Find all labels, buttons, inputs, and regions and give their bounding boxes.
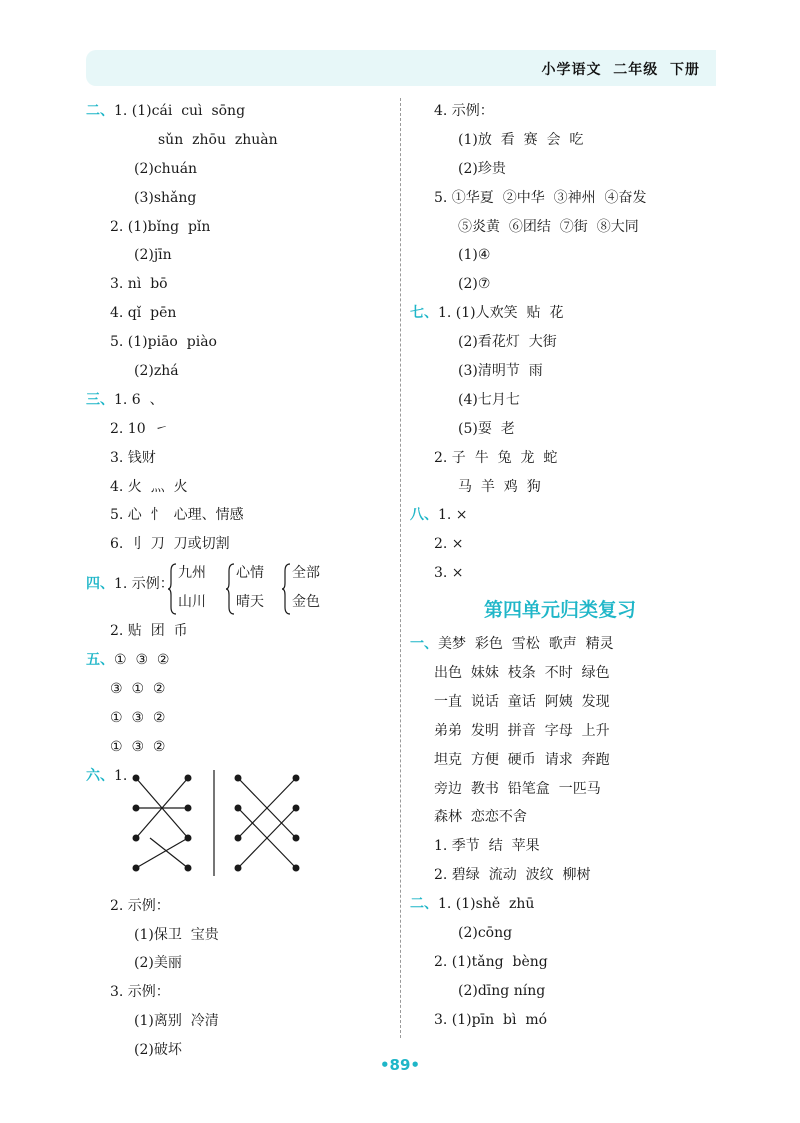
brace-icon bbox=[226, 563, 236, 615]
answer-line: (3)清明节 雨 bbox=[458, 363, 543, 380]
section-number: 一、 bbox=[410, 636, 438, 653]
match-dot bbox=[185, 864, 192, 871]
right-column bbox=[410, 97, 710, 1035]
page-header bbox=[86, 50, 716, 86]
answer-line: ① ③ ② bbox=[110, 709, 166, 726]
column-divider bbox=[400, 98, 401, 1038]
match-line bbox=[136, 838, 188, 868]
matching-diagram-block: 六、1. bbox=[86, 762, 386, 892]
match-dot bbox=[185, 774, 192, 781]
answer-line: 旁边 教书 铅笔盒 一匹马 bbox=[434, 780, 601, 797]
answer-line: 出色 妹妹 枝条 不时 绿色 bbox=[434, 665, 610, 682]
answer-line: (1)离别 冷清 bbox=[134, 1013, 219, 1030]
matching-lines-diagram bbox=[128, 770, 308, 888]
match-dot bbox=[235, 864, 242, 871]
answer-line: (2)⑦ bbox=[458, 276, 491, 293]
section-number: 三、 bbox=[86, 391, 114, 408]
section-number: 四、 bbox=[86, 576, 114, 593]
answer-line: 八、1. × bbox=[410, 507, 468, 524]
match-dot bbox=[133, 834, 140, 841]
answer-line: (5)耍 老 bbox=[458, 420, 515, 437]
answer-line: (2)美丽 bbox=[134, 955, 182, 972]
match-dot bbox=[293, 774, 300, 781]
match-dot bbox=[235, 804, 242, 811]
answer-line: (2)dīng níng bbox=[458, 982, 546, 999]
answer-line: 1. 季节 结 苹果 bbox=[434, 838, 540, 855]
answer-line: (2)珍贵 bbox=[458, 160, 506, 177]
answer-line: sǔn zhōu zhuàn bbox=[158, 131, 278, 148]
answer-line: 3. 示例： bbox=[110, 984, 170, 1001]
answer-line: (2)chuán bbox=[134, 160, 198, 177]
answer-line: 五、① ③ ② bbox=[86, 652, 170, 669]
answer-line: 二、1. (1)cái cuì sōng bbox=[86, 103, 246, 119]
brace-answer-block: 四、1. 示例： 九州 山川 心情 晴天 全部 金色 bbox=[86, 559, 386, 617]
answer-line: ⑤炎黄 ⑥团结 ⑦街 ⑧大同 bbox=[458, 218, 639, 235]
answer-line: 森林 恋恋不舍 bbox=[434, 809, 527, 826]
answer-line: 2. 贴 团 币 bbox=[110, 623, 188, 640]
unit-review-title: 第四单元归类复习 bbox=[483, 599, 636, 622]
answer-line: 2. 子 牛 兔 龙 蛇 bbox=[434, 449, 558, 466]
brace-word: 山川 bbox=[178, 594, 206, 611]
brace-icon bbox=[168, 563, 178, 615]
match-dot bbox=[235, 834, 242, 841]
answer-line: 一、美梦 彩色 雪松 歌声 精灵 bbox=[410, 636, 614, 653]
answer-line: 5. 心 忄 心理、情感 bbox=[110, 507, 244, 524]
answer-line: (1)④ bbox=[458, 247, 491, 264]
book-title: 小学语文 二年级 下册 bbox=[541, 62, 700, 78]
answer-line: 3. (1)pīn bì mó bbox=[434, 1011, 548, 1028]
answer-line: 坦克 方便 硬币 请求 奔跑 bbox=[434, 751, 610, 768]
answer-line: ③ ① ② bbox=[110, 681, 166, 698]
brace-icon bbox=[282, 563, 292, 615]
answer-line: 2. × bbox=[434, 536, 464, 553]
answer-line: 2. 示例： bbox=[110, 897, 170, 914]
section-number: 六、 bbox=[86, 767, 114, 784]
match-dot bbox=[293, 834, 300, 841]
answer-line: (3)shǎng bbox=[134, 189, 197, 206]
answer-line: (2)破坏 bbox=[134, 1042, 182, 1059]
brace-word: 晴天 bbox=[236, 594, 264, 611]
brace-word: 全部 bbox=[292, 565, 320, 582]
answer-line: 5. ①华夏 ②中华 ③神州 ④奋发 bbox=[434, 189, 647, 206]
match-line bbox=[150, 838, 188, 868]
answer-line: 马 羊 鸡 狗 bbox=[458, 478, 541, 495]
answer-line: (2)看花灯 大街 bbox=[458, 334, 557, 351]
answer-line: 一直 说话 童话 阿姨 发现 bbox=[434, 693, 610, 710]
answer-line: 4. qǐ pēn bbox=[110, 305, 177, 322]
answer-line: (1)放 看 赛 会 吃 bbox=[458, 131, 584, 148]
match-dot bbox=[133, 804, 140, 811]
match-dot bbox=[235, 774, 242, 781]
brace-word: 心情 bbox=[236, 565, 264, 582]
answer-line: 5. (1)piāo piào bbox=[110, 334, 217, 351]
section-number: 二、 bbox=[86, 103, 114, 119]
answer-line: 2. 碧绿 流动 波纹 柳树 bbox=[434, 867, 591, 884]
section-number: 七、 bbox=[410, 305, 438, 322]
answer-line: (2)jīn bbox=[134, 247, 172, 264]
match-dot bbox=[133, 864, 140, 871]
answer-line: 6. 刂 刀 刀或切割 bbox=[110, 536, 230, 553]
answer-line: 4. 示例： bbox=[434, 103, 494, 119]
brace-word: 九州 bbox=[178, 565, 206, 582]
answer-line: (2)cōng bbox=[458, 925, 513, 942]
match-dot bbox=[293, 864, 300, 871]
answer-line: 弟弟 发明 拼音 字母 上升 bbox=[434, 722, 610, 739]
answer-line: (4)七月七 bbox=[458, 391, 520, 408]
page-number: •89• bbox=[379, 1056, 421, 1074]
answer-line: 4. 火 灬 火 bbox=[110, 478, 188, 495]
section-number: 二、 bbox=[410, 896, 438, 913]
answer-line: (1)保卫 宝贵 bbox=[134, 926, 219, 943]
answer-line: 3. × bbox=[434, 565, 464, 582]
answer-line: 2. 10 ㇀ bbox=[110, 420, 169, 437]
answer-line: 七、1. (1)人欢笑 贴 花 bbox=[410, 305, 564, 322]
answer-line: (2)zhá bbox=[134, 363, 179, 380]
match-dot bbox=[185, 804, 192, 811]
match-dot bbox=[185, 834, 192, 841]
match-dot bbox=[293, 804, 300, 811]
answer-line: 3. 钱财 bbox=[110, 449, 156, 466]
answer-line: 三、1. 6 、 bbox=[86, 391, 164, 408]
answer-line: 二、1. (1)shě zhū bbox=[410, 896, 535, 913]
answer-line: ① ③ ② bbox=[110, 738, 166, 755]
answer-line: 3. nì bō bbox=[110, 276, 168, 293]
match-dot bbox=[133, 774, 140, 781]
section-number: 五、 bbox=[86, 652, 114, 669]
brace-word: 金色 bbox=[292, 594, 320, 611]
section-number: 八、 bbox=[410, 507, 438, 524]
answer-line: 2. (1)bǐng pǐn bbox=[110, 218, 211, 235]
left-column bbox=[86, 97, 386, 1065]
answer-line: 2. (1)tǎng bèng bbox=[434, 953, 548, 970]
